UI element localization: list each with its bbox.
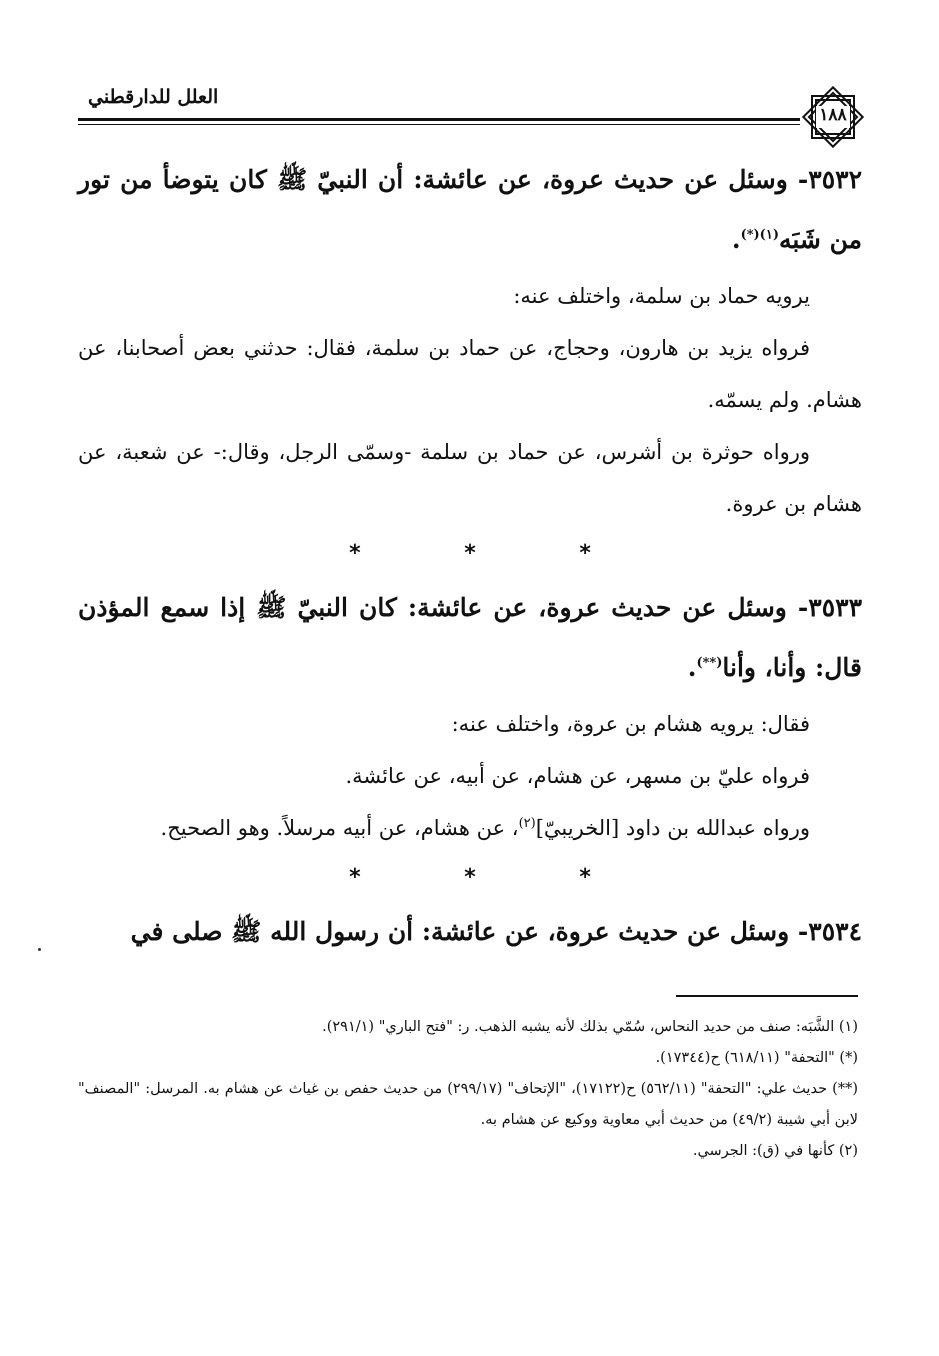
book-title: العلل للدارقطني — [88, 86, 219, 108]
header-rule-thin — [78, 124, 800, 125]
paragraph: فرواه عليّ بن مسهر، عن هشام، عن أبيه، عن عائشة. — [345, 764, 810, 788]
header-rule — [78, 118, 800, 121]
footnote: (٢) كأنها في (ق): الجرسي. — [692, 1143, 858, 1159]
entry-heading-3532: ٣٥٣٢- وسئل عن حديث عروة، عن عائشة: أن النبيّ ﷺ كان يتوضأ من تور من شَبَه$^{(١)(*)}$. — [78, 165, 862, 254]
footnotes — [78, 1012, 858, 1167]
page-header — [78, 78, 868, 138]
footnote: (١) الشَّبَه: صنف من حديد النحاس، سُمّي بذلك لأنه يشبه الذهب. ر: "فتح الباري" (٢٩١/١). — [322, 1019, 858, 1035]
page-number: ١٨٨ — [819, 105, 847, 125]
body-text — [78, 150, 862, 962]
footnote-ref: (**) — [696, 655, 723, 671]
paragraph: ورواه حوثرة بن أشرس، عن حماد بن سلمة -وسمّى الرجل، وقال:- عن شعبة، عن هشام بن عروة. — [78, 440, 862, 516]
footnote-ref: (٢) — [518, 816, 536, 831]
footnote: (*) "التحفة" (٦١٨/١١) ح(١٧٣٤٤). — [655, 1050, 858, 1066]
paragraph: ورواه عبدالله بن داود [الخريبيّ]$^{(٢)}$، عن هشام، عن أبيه مرسلاً. وهو الصحيح. — [160, 816, 810, 840]
section-separator: * * * — [349, 865, 639, 890]
paragraph: فرواه يزيد بن هارون، وحجاج، عن حماد بن سلمة، فقال: حدثني بعض أصحابنا، عن هشام. ولم يسمّه. — [78, 336, 862, 412]
entry-heading-3533: ٣٥٣٣- وسئل عن حديث عروة، عن عائشة: كان النبيّ ﷺ إذا سمع المؤذن قال: وأنا، وأنا(**). — [78, 593, 862, 682]
page-number-badge — [798, 82, 868, 152]
footnote-separator — [676, 995, 858, 997]
paragraph: يرويه حماد بن سلمة، واختلف عنه: — [513, 284, 810, 308]
entry-heading-3534: ٣٥٣٤- وسئل عن حديث عروة، عن عائشة: أن رسول الله ﷺ صلى في — [130, 917, 862, 946]
margin-dot — [38, 948, 41, 951]
section-separator: * * * — [349, 541, 639, 566]
footnote-ref: (١)(*) — [740, 227, 779, 243]
footnote: (**) حديث علي: "التحفة" (٥٦٢/١١) ح(١٧١٢٢)، "الإتحاف" (٢٩٩/١٧) من حديث حفص بن غياث عن هشام به. المرسل: "المصنف" لابن أبي شيبة (٤٩/٢) من حديث أبي معاوية ووكيع عن هشام به. — [78, 1081, 858, 1128]
paragraph: فقال: يرويه هشام بن عروة، واختلف عنه: — [451, 712, 810, 736]
